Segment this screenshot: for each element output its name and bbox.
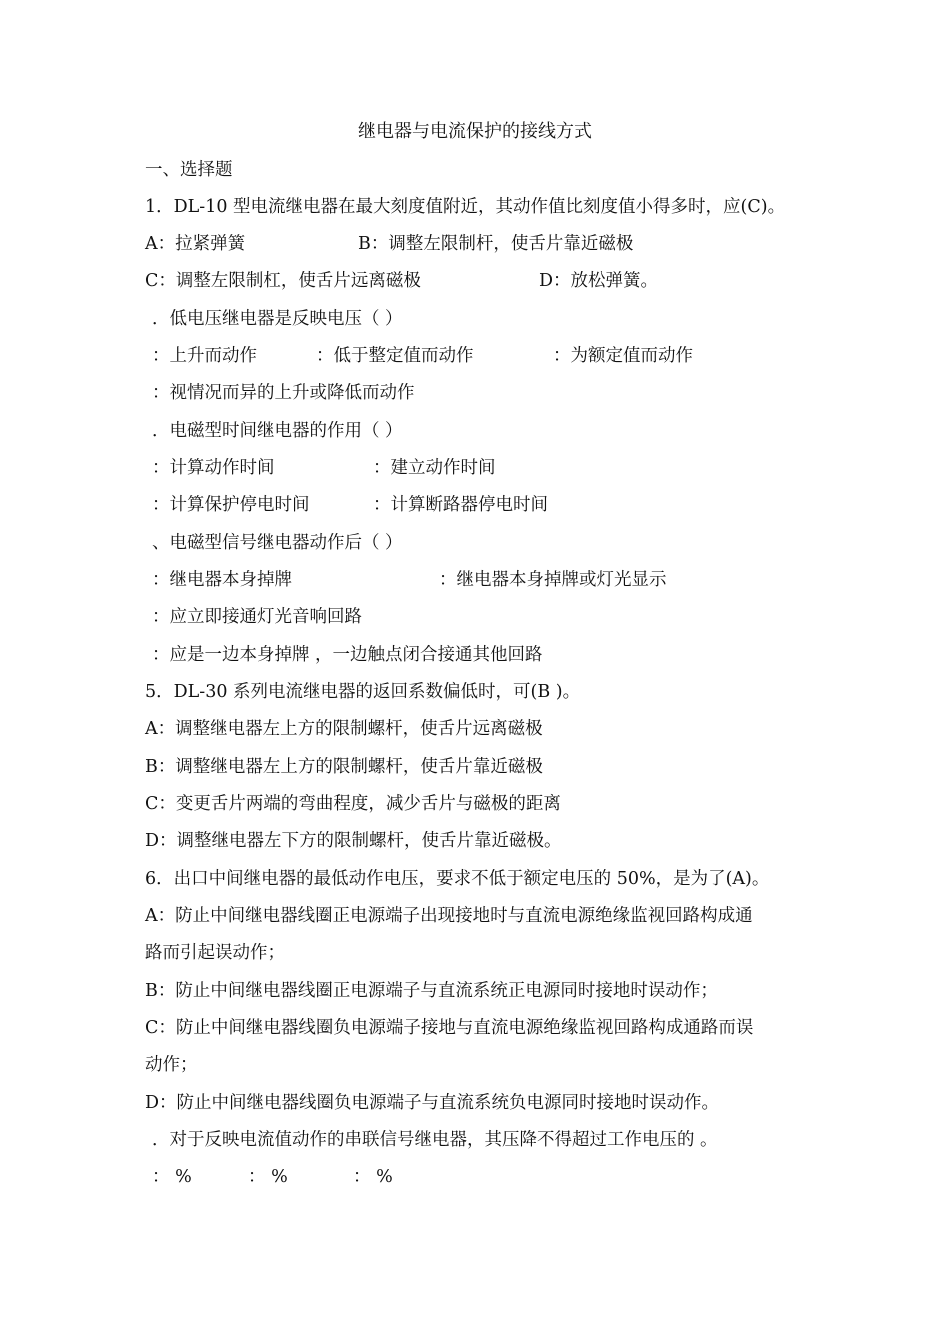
q4-option-d: ：应是一边本身掉牌 ，一边触点闭合接通其他回路 [152, 645, 543, 665]
q1-stem: 1．DL-10 型电流继电器在最大刻度值附近，其动作值比刻度值小得多时，应(C)。 [145, 197, 786, 217]
q2-option-c: ：为额定值而动作 [553, 346, 693, 366]
q5-option-b: B：调整继电器左上方的限制螺杆，使舌片靠近磁极 [145, 757, 543, 777]
q6-option-c-line-1: C：防止中间继电器线圈负电源端子接地与直流电源绝缘监视回路构成通路而误 [145, 1018, 754, 1038]
q6-option-c-line-2: 动作； [145, 1055, 198, 1075]
q1-option-c: C：调整左限制杠，使舌片远离磁极 [145, 271, 421, 291]
q2-options-row-1 [152, 344, 802, 368]
q7-stem: ．对于反映电流值动作的串联信号继电器，其压降不得超过工作电压的 。 [152, 1130, 718, 1150]
q6-option-a-line-2: 路而引起误动作； [145, 943, 285, 963]
q5-option-a: A：调整继电器左上方的限制螺杆，使舌片远离磁极 [145, 719, 543, 739]
q1-options-row-2 [145, 269, 825, 293]
q3-option-d: ：计算断路器停电时间 [373, 495, 548, 515]
q6-option-d: D：防止中间继电器线圈负电源端子与直流系统负电源同时接地时误动作。 [145, 1093, 720, 1113]
q1-option-a: A：拉紧弹簧 [145, 234, 246, 254]
q6-option-a-line-1: A：防止中间继电器线圈正电源端子出现接地时与直流电源绝缘监视回路构成通 [145, 906, 753, 926]
q4-stem: 、电磁型信号继电器动作后（ ） [152, 533, 403, 553]
q5-option-c: C：变更舌片两端的弯曲程度，减少舌片与磁极的距离 [145, 794, 561, 814]
q2-option-a: ：上升而动作 [152, 346, 257, 366]
section-heading: 一、选择题 [145, 160, 233, 180]
q3-option-b: ：建立动作时间 [373, 458, 496, 478]
q2-option-d: ：视情况而异的上升或降低而动作 [152, 383, 415, 403]
q5-stem: 5．DL-30 系列电流继电器的返回系数偏低时，可(B )。 [145, 682, 581, 702]
q3-option-a: ：计算动作时间 [152, 458, 275, 478]
page-title: 继电器与电流保护的接线方式 [358, 121, 592, 142]
q2-option-b: ：低于整定值而动作 [316, 346, 474, 366]
q5-option-d: D：调整继电器左下方的限制螺杆，使舌片靠近磁极。 [145, 831, 562, 851]
q4-options-row-1 [152, 568, 802, 592]
q7-options-row [152, 1165, 552, 1189]
q3-options-row-1 [152, 456, 752, 480]
q7-option-b: ： % [248, 1167, 288, 1187]
q3-options-row-2 [152, 493, 752, 517]
q6-stem: 6．出口中间继电器的最低动作电压，要求不低于额定电压的 50%，是为了(A)。 [145, 869, 770, 889]
q3-option-c: ：计算保护停电时间 [152, 495, 310, 515]
q1-option-b: B：调整左限制杆，使舌片靠近磁极 [358, 234, 634, 254]
q1-option-d: D：放松弹簧。 [539, 271, 659, 291]
q7-option-c: ： % [353, 1167, 393, 1187]
q2-stem: ．低电压继电器是反映电压（ ） [152, 309, 403, 329]
q7-option-a: ： % [152, 1167, 192, 1187]
q4-option-b: ：继电器本身掉牌或灯光显示 [439, 570, 667, 590]
q4-option-a: ：继电器本身掉牌 [152, 570, 292, 590]
q6-option-b: B：防止中间继电器线圈正电源端子与直流系统正电源同时接地时误动作； [145, 981, 718, 1001]
q1-options-row-1 [145, 232, 825, 256]
q3-stem: ．电磁型时间继电器的作用（ ） [152, 421, 403, 441]
q4-option-c: ：应立即接通灯光音响回路 [152, 607, 362, 627]
